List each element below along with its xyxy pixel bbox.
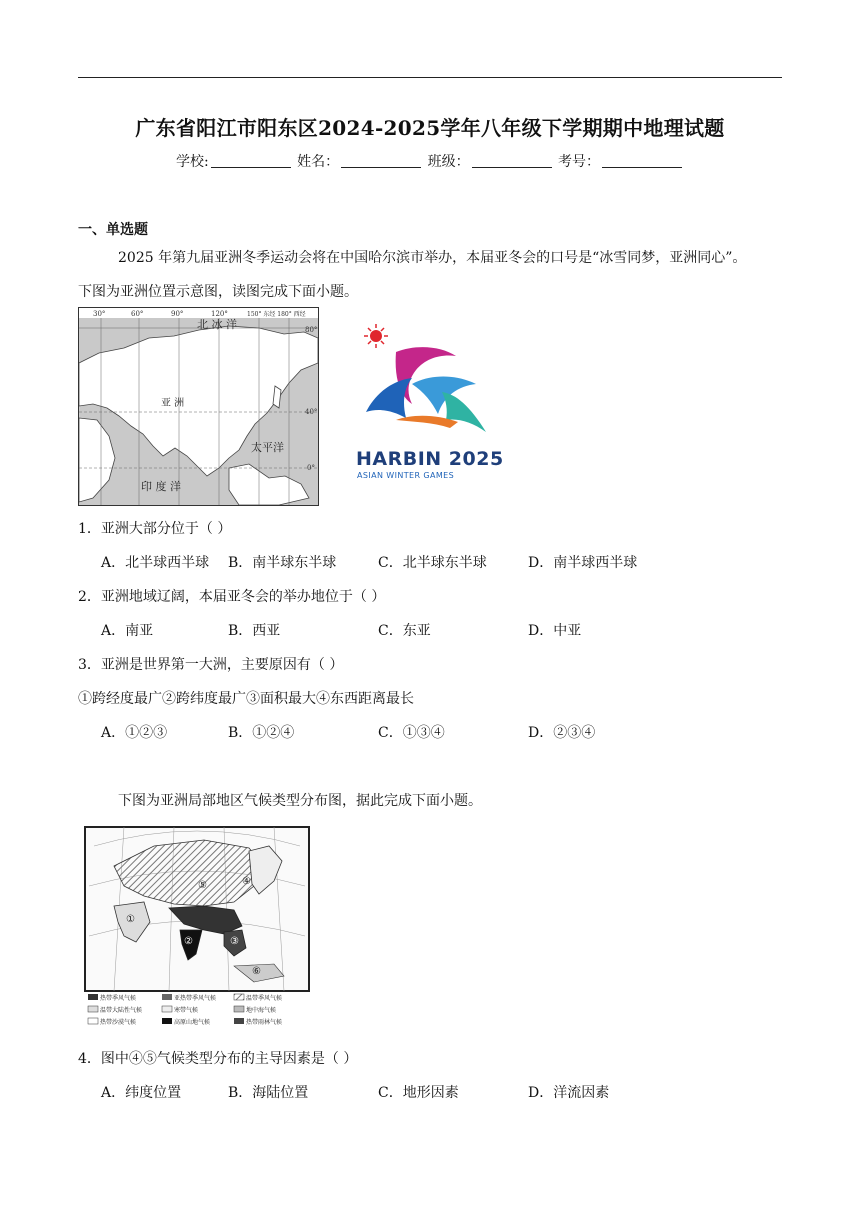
lon-label-150: 150° 东经 180° 西经 <box>247 311 306 318</box>
class-blank[interactable] <box>472 155 552 168</box>
lon-label-30: 30° <box>93 310 106 318</box>
exam-no-blank[interactable] <box>602 155 682 168</box>
legend-item-7: 热带沙漠气候 <box>100 1019 137 1026</box>
asia-continent-label: 亚 洲 <box>161 398 185 409</box>
climate-marker-5: ⑤ <box>198 880 207 891</box>
question-4-option-b[interactable]: B．海陆位置 <box>228 1085 309 1101</box>
asia-climate-map <box>84 826 310 1028</box>
legend-item-6: 地中海气候 <box>246 1007 277 1014</box>
climate-marker-6: ⑥ <box>252 966 261 977</box>
legend-item-5: 寒带气候 <box>174 1007 199 1014</box>
section-heading: 一、单选题 <box>78 222 148 238</box>
question-2-option-b[interactable]: B．西亚 <box>228 623 281 639</box>
top-rule <box>78 77 782 78</box>
climate-marker-1: ① <box>126 914 135 925</box>
page-title: 广东省阳江市阳东区2024-2025学年八年级下学期期中地理试题 <box>135 116 725 140</box>
question-4-stem: 4．图中④⑤气候类型分布的主导因素是（ ） <box>78 1051 358 1067</box>
climate-marker-4: ④ <box>242 876 251 887</box>
lat-label-80: 80° <box>305 326 318 334</box>
name-blank[interactable] <box>341 155 421 168</box>
asia-location-map <box>78 307 319 506</box>
legend-item-9: 热带雨林气候 <box>246 1019 283 1026</box>
intro-paragraph-line-1: 2025 年第九届亚洲冬季运动会将在中国哈尔滨市举办，本届亚冬会的口号是“冰雪同梦，亚洲同心”。 <box>118 250 747 266</box>
legend-item-3: 温带季风气候 <box>246 995 283 1002</box>
legend-item-4: 温带大陆性气候 <box>100 1007 143 1014</box>
lon-label-90: 90° <box>171 310 184 318</box>
question-3-option-c[interactable]: C．①③④ <box>378 725 445 741</box>
question-2-stem: 2．亚洲地域辽阔，本届亚冬会的举办地位于（ ） <box>78 589 386 605</box>
lat-label-0: 0° <box>307 464 315 472</box>
intro-paragraph-line-2: 下图为亚洲位置示意图，读图完成下面小题。 <box>78 284 358 300</box>
student-info-line <box>0 151 860 171</box>
question-2-option-c[interactable]: C．东亚 <box>378 623 431 639</box>
class-label: 班级： <box>427 154 470 170</box>
question-3-stem: 3．亚洲是世界第一大洲，主要原因有（ ） <box>78 657 344 673</box>
logo-title: HARBIN 2025 <box>356 448 504 470</box>
sun-icon <box>370 330 382 342</box>
question-3-option-d[interactable]: D．②③④ <box>528 725 596 741</box>
climate-intro-paragraph: 下图为亚洲局部地区气候类型分布图，据此完成下面小题。 <box>118 793 482 809</box>
question-2-option-d[interactable]: D．中亚 <box>528 623 582 639</box>
logo-emblem-graphic <box>346 322 491 442</box>
indian-ocean-label: 印 度 洋 <box>141 480 181 493</box>
question-1-stem: 1．亚洲大部分位于（ ） <box>78 521 232 537</box>
question-4-option-a[interactable]: A．纬度位置 <box>101 1085 182 1101</box>
question-3-statements: ①跨经度最广②跨纬度最广③面积最大④东西距离最长 <box>78 691 414 707</box>
name-label: 姓名： <box>297 154 340 170</box>
climate-map-graphic <box>84 826 310 1028</box>
lon-label-60: 60° <box>131 310 144 318</box>
question-3-option-a[interactable]: A．①②③ <box>101 725 168 741</box>
question-4-option-d[interactable]: D．洋流因素 <box>528 1085 610 1101</box>
question-2-option-a[interactable]: A．南亚 <box>101 623 154 639</box>
question-4-option-c[interactable]: C．地形因素 <box>378 1085 459 1101</box>
question-1-option-a[interactable]: A．北半球西半球 <box>101 555 210 571</box>
exam-no-label: 考号： <box>558 154 601 170</box>
lat-label-40: 40° <box>305 408 318 416</box>
lon-label-120: 120° <box>211 310 228 318</box>
asia-map-graphic <box>79 308 318 505</box>
legend-item-2: 亚热带季风气候 <box>174 995 217 1002</box>
school-label: 学校: <box>175 154 209 170</box>
pacific-ocean-label: 太平洋 <box>251 441 284 454</box>
question-3-option-b[interactable]: B．①②④ <box>228 725 295 741</box>
climate-marker-3: ③ <box>230 936 239 947</box>
question-1-option-c[interactable]: C．北半球东半球 <box>378 555 487 571</box>
legend-item-1: 热带季风气候 <box>100 995 137 1002</box>
school-blank[interactable] <box>211 155 291 168</box>
question-1-option-b[interactable]: B．南半球东半球 <box>228 555 337 571</box>
logo-subtitle: ASIAN WINTER GAMES <box>357 471 455 480</box>
harbin-2025-logo <box>346 322 504 484</box>
question-1-option-d[interactable]: D．南半球西半球 <box>528 555 638 571</box>
legend-item-8: 高原山地气候 <box>174 1019 211 1026</box>
arctic-ocean-label: 北 冰 洋 <box>197 318 237 331</box>
climate-marker-2: ② <box>184 936 193 947</box>
